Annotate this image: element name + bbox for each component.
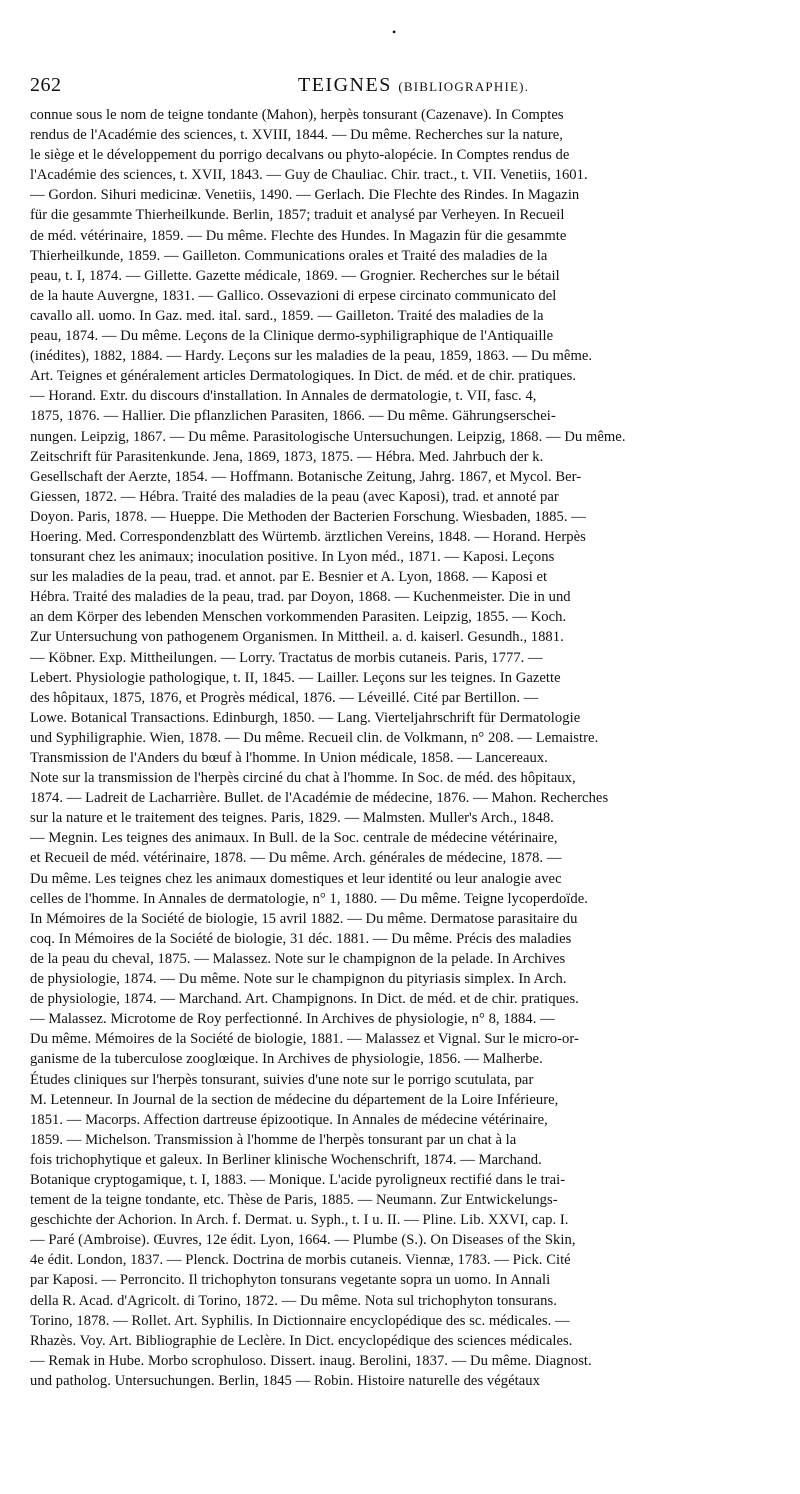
text-line: Note sur la transmission de l'herpès circiné du chat à l'homme. In Soc. de méd. des hôpitaux, xyxy=(30,770,576,787)
text-line: Rhazès. Voy. Art. Bibliographie de Leclère. In Dict. encyclopédique des sciences médicales. xyxy=(30,1332,573,1349)
text-line: Du même. Mémoires de la Société de biologie, 1881. — Malassez et Vignal. Sur le micro-or- xyxy=(30,1031,579,1048)
text-line: Hoering. Med. Correspondenzblatt des Würtemb. ärztlichen Vereins, 1848. — Horand. Herpès xyxy=(30,528,586,545)
text-line: de physiologie, 1874. — Du même. Note sur le champignon du pityriasis simplex. In Arch. xyxy=(30,971,567,988)
text-line: Thierheilkunde, 1859. — Gailleton. Communications orales et Traité des maladies de la xyxy=(30,247,548,264)
top-mark: • xyxy=(392,25,397,39)
text-line: peau, 1874. — Du même. Leçons de la Clinique dermo-syphiligraphique de l'Antiquaille xyxy=(30,328,554,345)
text-line: — Horand. Extr. du discours d'installation. In Annales de dermatologie, t. VII, fasc. 4, xyxy=(30,388,537,405)
text-line: In Mémoires de la Société de biologie, 15 avril 1882. — Du même. Dermatose parasitaire du xyxy=(30,910,578,927)
text-line: connue sous le nom de teigne tondante (Mahon), herpès tonsurant (Cazenave). In Comptes xyxy=(30,107,564,123)
text-line: — Megnin. Les teignes des animaux. In Bull. de la Soc. centrale de médecine vétérinaire, xyxy=(30,830,558,847)
text-line: — Remak in Hube. Morbo scrophuloso. Dissert. inaug. Berolini, 1837. — Du même. Diagnost. xyxy=(30,1352,592,1369)
text-line: l'Académie des sciences, t. XVII, 1843. — Guy de Chauliac. Chir. tract., t. VII. Venetiis, 1601. xyxy=(30,167,588,184)
text-line: geschichte der Achorion. In Arch. f. Dermat. u. Syph., t. I u. II. — Pline. Lib. XXVI, cap. I. xyxy=(30,1212,569,1229)
text-line: Du même. Les teignes chez les animaux domestiques et leur identité ou leur analogie avec xyxy=(30,870,562,887)
running-title-subtitle: (BIBLIOGRAPHIE). xyxy=(398,79,530,94)
text-line: des hôpitaux, 1875, 1876, et Progrès médical, 1876. — Léveillé. Cité par Bertillon. — xyxy=(30,689,539,706)
text-line: sur les maladies de la peau, trad. et annot. par E. Besnier et A. Lyon, 1868. — Kaposi et xyxy=(30,569,548,586)
text-line: celles de l'homme. In Annales de dermatologie, n° 1, 1880. — Du même. Teigne lycoperdoïde. xyxy=(30,890,588,907)
text-line: — Gordon. Sihuri medicinæ. Venetiis, 1490. — Gerlach. Die Flechte des Rindes. In Magazin xyxy=(30,187,580,204)
text-line: sur la nature et le traitement des teignes. Paris, 1829. — Malmsten. Muller's Arch., 1848. xyxy=(30,810,554,827)
text-line: Hébra. Traité des maladies de la peau, trad. par Doyon, 1868. — Kuchenmeister. Die in und xyxy=(30,589,571,606)
text-line: Études cliniques sur l'herpès tonsurant, suivies d'une note sur le porrigo scutulata, par xyxy=(30,1071,534,1088)
text-line: cavallo all. uomo. In Gaz. med. ital. sard., 1859. — Gailleton. Traité des maladies de la xyxy=(30,307,544,324)
text-line: Lebert. Physiologie pathologique, t. II, 1845. — Lailler. Leçons sur les teignes. In Gazette xyxy=(30,669,561,686)
text-line: und patholog. Untersuchungen. Berlin, 1845 — Robin. Histoire naturelle des végétaux xyxy=(30,1372,540,1389)
text-line: rendus de l'Académie des sciences, t. XVIII, 1844. — Du même. Recherches sur la nature, xyxy=(30,127,563,144)
bibliography-text xyxy=(30,105,772,1391)
text-line: de la haute Auvergne, 1831. — Gallico. Ossevazioni di erpese circinato communicato del xyxy=(30,287,557,304)
text-line: 4e édit. London, 1837. — Plenck. Doctrina de morbis cutaneis. Viennæ, 1783. — Pick. Cité xyxy=(30,1252,571,1269)
text-line: (inédites), 1882, 1884. — Hardy. Leçons sur les maladies de la peau, 1859, 1863. — Du même. xyxy=(30,348,593,365)
text-line: de méd. vétérinaire, 1859. — Du même. Flechte des Hundes. In Magazin für die gesammte xyxy=(30,227,567,244)
text-line: le siège et le développement du porrigo decalvans ou phyto-alopécie. In Comptes rendus de xyxy=(30,147,570,164)
text-line: — Paré (Ambroise). Œuvres, 12e édit. Lyon, 1664. — Plumbe (S.). On Diseases of the Skin, xyxy=(30,1232,576,1249)
text-line: — Köbner. Exp. Mittheilungen. — Lorry. Tractatus de morbis cutaneis. Paris, 1777. — xyxy=(30,649,543,666)
text-line: fois trichophytique et galeux. In Berliner klinische Wochenschrift, 1874. — Marchand. xyxy=(30,1151,542,1168)
text-line: 1851. — Macorps. Affection dartreuse épizootique. In Annales de médecine vétérinaire, xyxy=(30,1111,548,1128)
text-line: Botanique cryptogamique, t. I, 1883. — Monique. L'acide pyroligneux rectifié dans le trai- xyxy=(30,1171,566,1188)
text-line: tement de la teigne tondante, etc. Thèse de Paris, 1885. — Neumann. Zur Entwickelungs- xyxy=(30,1192,558,1209)
text-line: 1874. — Ladreit de Lacharrière. Bullet. de l'Académie de médecine, 1876. — Mahon. Recherches xyxy=(30,790,609,807)
text-line: ganisme de la tuberculose zooglœique. In Archives de physiologie, 1856. — Malherbe. xyxy=(30,1051,543,1068)
text-line: Giessen, 1872. — Hébra. Traité des maladies de la peau (avec Kaposi), trad. et annoté par xyxy=(30,488,559,505)
text-line: coq. In Mémoires de la Société de biologie, 31 déc. 1881. — Du même. Précis des maladies xyxy=(30,930,572,947)
text-line: Doyon. Paris, 1878. — Hueppe. Die Methoden der Bacterien Forschung. Wiesbaden, 1885. — xyxy=(30,508,586,525)
running-title-main: TEIGNES xyxy=(298,74,392,96)
text-line: Lowe. Botanical Transactions. Edinburgh, 1850. — Lang. Vierteljahrschrift für Dermatologie xyxy=(30,709,581,726)
text-line: Torino, 1878. — Rollet. Art. Syphilis. In Dictionnaire encyclopédique des sc. médicales. — xyxy=(30,1312,570,1329)
text-line: Zur Untersuchung von pathogenem Organismen. In Mittheil. a. d. kaiserl. Gesundh., 1881. xyxy=(30,629,564,646)
text-line: 1859. — Michelson. Transmission à l'homme de l'herpès tonsurant par un chat à la xyxy=(30,1131,517,1148)
text-line: und Syphiligraphie. Wien, 1878. — Du même. Recueil clin. de Volkmann, n° 208. — Lemaistre. xyxy=(30,729,599,746)
running-header xyxy=(30,70,772,100)
text-line: 1875, 1876. — Hallier. Die pflanzlichen Parasiten, 1866. — Du même. Gährungserschei- xyxy=(30,408,556,425)
text-line: für die gesammte Thierheilkunde. Berlin, 1857; traduit et analysé par Verheyen. In Recueil xyxy=(30,207,565,224)
text-line: Gesellschaft der Aerzte, 1854. — Hoffmann. Botanische Zeitung, Jahrg. 1867, et Mycol. Ber- xyxy=(30,468,582,485)
text-line: nungen. Leipzig, 1867. — Du même. Parasitologische Untersuchungen. Leipzig, 1868. — Du même. xyxy=(30,428,626,445)
text-line: de la peau du cheval, 1875. — Malassez. Note sur le champignon de la pelade. In Archives xyxy=(30,950,566,967)
text-line: de physiologie, 1874. — Marchand. Art. Champignons. In Dict. de méd. et de chir. pratiques. xyxy=(30,991,579,1008)
text-line: an dem Körper des lebenden Menschen vorkommenden Parasiten. Leipzig, 1855. — Koch. xyxy=(30,609,567,626)
running-title xyxy=(298,70,529,102)
text-line: M. Letenneur. In Journal de la section de médecine du département de la Loire Inférieure, xyxy=(30,1091,559,1108)
text-line: tonsurant chez les animaux; inoculation positive. In Lyon méd., 1871. — Kaposi. Leçons xyxy=(30,549,555,566)
text-line: — Malassez. Microtome de Roy perfectionné. In Archives de physiologie, n° 8, 1884. — xyxy=(30,1011,555,1028)
text-line: par Kaposi. — Perroncito. Il trichophyton tonsurans vegetante sopra un uomo. In Annali xyxy=(30,1272,551,1289)
page-number: 262 xyxy=(30,74,62,96)
text-line: della R. Acad. d'Agricolt. di Torino, 1872. — Du même. Nota sul trichophyton tonsurans. xyxy=(30,1292,557,1309)
text-line: Zeitschrift für Parasitenkunde. Jena, 1869, 1873, 1875. — Hébra. Med. Jahrbuch der k. xyxy=(30,448,544,465)
text-line: peau, t. I, 1874. — Gillette. Gazette médicale, 1869. — Grognier. Recherches sur le bétail xyxy=(30,267,560,284)
text-line: Art. Teignes et généralement articles Dermatologiques. In Dict. de méd. et de chir. pratiques. xyxy=(30,368,577,385)
text-line: Transmission de l'Anders du bœuf à l'homme. In Union médicale, 1858. — Lancereaux. xyxy=(30,750,548,766)
text-line: et Recueil de méd. vétérinaire, 1878. — Du même. Arch. générales de médecine, 1878. — xyxy=(30,850,562,867)
